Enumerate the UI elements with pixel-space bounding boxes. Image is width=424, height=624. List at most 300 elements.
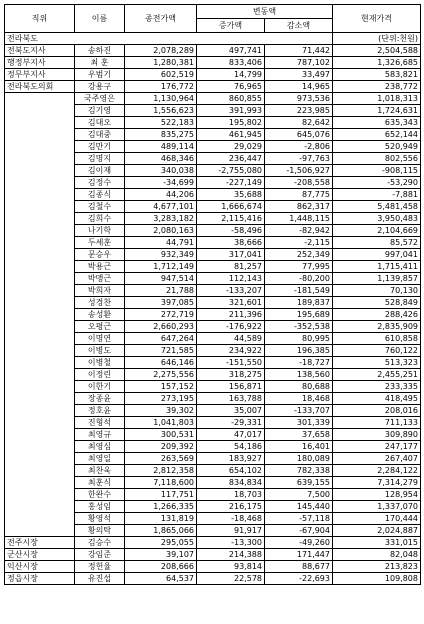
unit-label: (단위:천원) [333, 33, 421, 45]
cell-current-value: 610,858 [333, 333, 421, 345]
cell-name: 김철수 [75, 201, 125, 213]
cell-position [5, 273, 75, 285]
cell-decrease: -2,806 [265, 141, 333, 153]
cell-position [5, 477, 75, 489]
cell-position [5, 489, 75, 501]
asset-change-table [4, 4, 421, 585]
cell-current-value: 109,808 [333, 573, 421, 585]
cell-current-value: -908,115 [333, 165, 421, 177]
table-row [5, 321, 421, 333]
cell-prev-value: 397,085 [125, 297, 197, 309]
cell-name: 최 훈 [75, 57, 125, 69]
section-label: 전라북도 [5, 33, 333, 45]
cell-decrease: 973,536 [265, 93, 333, 105]
cell-current-value: -53,290 [333, 177, 421, 189]
cell-prev-value: 4,677,101 [125, 201, 197, 213]
cell-prev-value: 117,751 [125, 489, 197, 501]
cell-prev-value: 1,712,149 [125, 261, 197, 273]
cell-prev-value: 646,146 [125, 357, 197, 369]
cell-increase: 35,688 [197, 189, 265, 201]
cell-decrease: -181,549 [265, 285, 333, 297]
cell-decrease: -208,558 [265, 177, 333, 189]
cell-position [5, 237, 75, 249]
cell-increase: 834,834 [197, 477, 265, 489]
cell-position [5, 333, 75, 345]
cell-position [5, 369, 75, 381]
cell-current-value: 711,133 [333, 417, 421, 429]
cell-name: 이한기 [75, 381, 125, 393]
header-current-value: 현재가격 [333, 5, 421, 33]
cell-name: 강임준 [75, 549, 125, 561]
table-row [5, 153, 421, 165]
cell-current-value: 238,772 [333, 81, 421, 93]
cell-name: 황영석 [75, 513, 125, 525]
cell-name: 홍성임 [75, 501, 125, 513]
cell-prev-value: 176,772 [125, 81, 197, 93]
header-name: 이름 [75, 5, 125, 33]
table-row [5, 69, 421, 81]
cell-increase: -176,922 [197, 321, 265, 333]
cell-name: 나기학 [75, 225, 125, 237]
cell-prev-value: 131,819 [125, 513, 197, 525]
cell-decrease: 195,689 [265, 309, 333, 321]
cell-current-value: 288,426 [333, 309, 421, 321]
cell-increase: 156,871 [197, 381, 265, 393]
cell-current-value: 997,041 [333, 249, 421, 261]
cell-decrease: -1,506,927 [265, 165, 333, 177]
cell-increase: 654,102 [197, 465, 265, 477]
cell-position [5, 153, 75, 165]
cell-increase: 14,799 [197, 69, 265, 81]
cell-prev-value: 300,531 [125, 429, 197, 441]
cell-decrease: 301,339 [265, 417, 333, 429]
cell-current-value: 170,444 [333, 513, 421, 525]
cell-current-value: 1,715,411 [333, 261, 421, 273]
cell-increase: 38,666 [197, 237, 265, 249]
cell-position [5, 213, 75, 225]
cell-increase: -58,496 [197, 225, 265, 237]
cell-increase: 216,175 [197, 501, 265, 513]
cell-increase: 860,855 [197, 93, 265, 105]
table-row [5, 549, 421, 561]
cell-position: 군산시장 [5, 549, 75, 561]
cell-prev-value: 39,302 [125, 405, 197, 417]
cell-decrease: 71,442 [265, 45, 333, 57]
table-row [5, 453, 421, 465]
cell-increase: 93,814 [197, 561, 265, 573]
cell-prev-value: 21,788 [125, 285, 197, 297]
cell-current-value: 2,284,122 [333, 465, 421, 477]
table-row [5, 225, 421, 237]
cell-increase: 44,589 [197, 333, 265, 345]
cell-position: 익산시장 [5, 561, 75, 573]
cell-name: 이정린 [75, 369, 125, 381]
cell-name: 박맹근 [75, 273, 125, 285]
cell-position [5, 261, 75, 273]
cell-current-value: 233,335 [333, 381, 421, 393]
cell-position: 행정부지사 [5, 57, 75, 69]
cell-decrease: -67,904 [265, 525, 333, 537]
cell-prev-value: 340,038 [125, 165, 197, 177]
table-row [5, 93, 421, 105]
cell-decrease: -2,115 [265, 237, 333, 249]
cell-decrease: 33,497 [265, 69, 333, 81]
cell-prev-value: 157,152 [125, 381, 197, 393]
cell-decrease: -18,727 [265, 357, 333, 369]
table-row [5, 117, 421, 129]
cell-position [5, 381, 75, 393]
table-row [5, 285, 421, 297]
cell-position [5, 441, 75, 453]
cell-current-value: 1,326,685 [333, 57, 421, 69]
cell-current-value: 802,556 [333, 153, 421, 165]
cell-name: 김종식 [75, 189, 125, 201]
cell-decrease: 18,468 [265, 393, 333, 405]
cell-position [5, 297, 75, 309]
cell-current-value: 1,337,070 [333, 501, 421, 513]
cell-prev-value: 1,280,381 [125, 57, 197, 69]
cell-current-value: 2,024,887 [333, 525, 421, 537]
header-prev-value: 종전가액 [125, 5, 197, 33]
cell-decrease: 862,317 [265, 201, 333, 213]
table-row [5, 165, 421, 177]
table-row [5, 369, 421, 381]
cell-decrease: -352,538 [265, 321, 333, 333]
cell-name: 김이재 [75, 165, 125, 177]
cell-prev-value: 64,537 [125, 573, 197, 585]
cell-position [5, 129, 75, 141]
table-row [5, 537, 421, 549]
cell-prev-value: 7,118,600 [125, 477, 197, 489]
cell-decrease: 639,155 [265, 477, 333, 489]
cell-name: 황의탁 [75, 525, 125, 537]
table-row [5, 393, 421, 405]
cell-current-value: 3,950,483 [333, 213, 421, 225]
cell-prev-value: 44,791 [125, 237, 197, 249]
header-decrease: 감소액 [265, 19, 333, 33]
cell-decrease: 14,965 [265, 81, 333, 93]
cell-position [5, 117, 75, 129]
cell-name: 국주영은 [75, 93, 125, 105]
cell-name: 강용구 [75, 81, 125, 93]
cell-name: 최영심 [75, 441, 125, 453]
cell-prev-value: 1,556,623 [125, 105, 197, 117]
cell-increase: 1,666,674 [197, 201, 265, 213]
cell-prev-value: 3,283,182 [125, 213, 197, 225]
cell-position [5, 525, 75, 537]
cell-position: 정읍시장 [5, 573, 75, 585]
cell-decrease: 138,560 [265, 369, 333, 381]
cell-current-value: 208,016 [333, 405, 421, 417]
table-row [5, 381, 421, 393]
cell-prev-value: -34,699 [125, 177, 197, 189]
table-row [5, 525, 421, 537]
cell-increase: 163,788 [197, 393, 265, 405]
table-row [5, 405, 421, 417]
cell-name: 문승우 [75, 249, 125, 261]
cell-position [5, 405, 75, 417]
cell-position [5, 501, 75, 513]
cell-name: 이명연 [75, 333, 125, 345]
cell-increase: 195,802 [197, 117, 265, 129]
cell-current-value: 2,455,251 [333, 369, 421, 381]
cell-current-value: 85,572 [333, 237, 421, 249]
cell-increase: 54,186 [197, 441, 265, 453]
table-row [5, 333, 421, 345]
cell-increase: -151,550 [197, 357, 265, 369]
cell-increase: 76,965 [197, 81, 265, 93]
cell-position [5, 429, 75, 441]
table-row [5, 273, 421, 285]
cell-prev-value: 2,812,358 [125, 465, 197, 477]
cell-current-value: -7,881 [333, 189, 421, 201]
table-row [5, 141, 421, 153]
cell-prev-value: 295,055 [125, 537, 197, 549]
cell-prev-value: 647,264 [125, 333, 197, 345]
cell-decrease: 77,995 [265, 261, 333, 273]
cell-increase: 18,703 [197, 489, 265, 501]
table-row [5, 249, 421, 261]
cell-decrease: 171,447 [265, 549, 333, 561]
cell-position [5, 357, 75, 369]
cell-increase: 214,388 [197, 549, 265, 561]
cell-name: 이병도 [75, 345, 125, 357]
cell-current-value: 5,481,458 [333, 201, 421, 213]
cell-position: 전주시장 [5, 537, 75, 549]
cell-name: 최영일 [75, 453, 125, 465]
cell-increase: 321,601 [197, 297, 265, 309]
cell-prev-value: 489,114 [125, 141, 197, 153]
cell-current-value: 583,821 [333, 69, 421, 81]
cell-decrease: -49,260 [265, 537, 333, 549]
cell-prev-value: 721,585 [125, 345, 197, 357]
cell-position [5, 189, 75, 201]
table-row [5, 237, 421, 249]
cell-increase: 211,396 [197, 309, 265, 321]
cell-name: 송하진 [75, 45, 125, 57]
cell-decrease: 252,349 [265, 249, 333, 261]
cell-name: 김기영 [75, 105, 125, 117]
cell-prev-value: 263,569 [125, 453, 197, 465]
cell-decrease: 189,837 [265, 297, 333, 309]
cell-increase: 2,115,416 [197, 213, 265, 225]
cell-name: 김대중 [75, 129, 125, 141]
cell-name: 김승수 [75, 537, 125, 549]
table-row [5, 129, 421, 141]
cell-current-value: 128,954 [333, 489, 421, 501]
cell-position [5, 417, 75, 429]
cell-current-value: 1,724,631 [333, 105, 421, 117]
cell-decrease: 7,500 [265, 489, 333, 501]
cell-prev-value: 1,865,066 [125, 525, 197, 537]
cell-current-value: 70,130 [333, 285, 421, 297]
table-row [5, 81, 421, 93]
cell-position [5, 141, 75, 153]
cell-increase: -2,755,080 [197, 165, 265, 177]
cell-name: 박희자 [75, 285, 125, 297]
cell-prev-value: 2,080,163 [125, 225, 197, 237]
cell-name: 오평근 [75, 321, 125, 333]
cell-decrease: 782,338 [265, 465, 333, 477]
cell-current-value: 1,018,313 [333, 93, 421, 105]
table-body [5, 33, 421, 585]
cell-increase: 234,922 [197, 345, 265, 357]
cell-increase: 112,143 [197, 273, 265, 285]
table-row [5, 489, 421, 501]
table-row [5, 441, 421, 453]
cell-decrease: -57,118 [265, 513, 333, 525]
cell-decrease: 87,775 [265, 189, 333, 201]
header-change: 변동액 [197, 5, 333, 19]
cell-current-value: 331,015 [333, 537, 421, 549]
table-row [5, 57, 421, 69]
cell-position [5, 201, 75, 213]
cell-increase: -133,207 [197, 285, 265, 297]
table-row [5, 309, 421, 321]
cell-decrease: 787,102 [265, 57, 333, 69]
cell-increase: -13,300 [197, 537, 265, 549]
cell-increase: 391,993 [197, 105, 265, 117]
cell-name: 김희수 [75, 213, 125, 225]
cell-name: 김정수 [75, 177, 125, 189]
cell-increase: 183,927 [197, 453, 265, 465]
cell-decrease: 88,677 [265, 561, 333, 573]
cell-prev-value: 2,078,289 [125, 45, 197, 57]
table-row [5, 501, 421, 513]
header-position: 직위 [5, 5, 75, 33]
table-header [5, 5, 421, 33]
cell-position [5, 513, 75, 525]
cell-current-value: 2,104,669 [333, 225, 421, 237]
cell-name: 성경찬 [75, 297, 125, 309]
cell-name: 박용근 [75, 261, 125, 273]
cell-prev-value: 2,275,556 [125, 369, 197, 381]
cell-decrease: -22,693 [265, 573, 333, 585]
cell-increase: 318,275 [197, 369, 265, 381]
cell-position [5, 321, 75, 333]
table-row [5, 573, 421, 585]
cell-increase: 497,741 [197, 45, 265, 57]
cell-prev-value: 273,195 [125, 393, 197, 405]
cell-increase: 81,257 [197, 261, 265, 273]
cell-position: 정무부지사 [5, 69, 75, 81]
section-row [5, 33, 421, 45]
cell-increase: 91,917 [197, 525, 265, 537]
table-row [5, 213, 421, 225]
cell-position [5, 105, 75, 117]
cell-position [5, 393, 75, 405]
cell-increase: 833,406 [197, 57, 265, 69]
cell-prev-value: 208,666 [125, 561, 197, 573]
table-row [5, 105, 421, 117]
table-row [5, 345, 421, 357]
cell-decrease: 82,642 [265, 117, 333, 129]
cell-name: 두세훈 [75, 237, 125, 249]
cell-prev-value: 39,107 [125, 549, 197, 561]
table-row [5, 513, 421, 525]
cell-decrease: -133,707 [265, 405, 333, 417]
cell-position [5, 177, 75, 189]
cell-name: 김대오 [75, 117, 125, 129]
header-increase: 증가액 [197, 19, 265, 33]
table-row [5, 201, 421, 213]
table-row [5, 357, 421, 369]
cell-name: 진형석 [75, 417, 125, 429]
cell-name: 장종윤 [75, 393, 125, 405]
cell-current-value: 652,144 [333, 129, 421, 141]
cell-decrease: 80,688 [265, 381, 333, 393]
cell-prev-value: 1,041,803 [125, 417, 197, 429]
cell-decrease: 196,385 [265, 345, 333, 357]
cell-current-value: 2,504,588 [333, 45, 421, 57]
cell-current-value: 2,835,909 [333, 321, 421, 333]
cell-name: 김명지 [75, 153, 125, 165]
table-row [5, 261, 421, 273]
cell-name: 최훈식 [75, 477, 125, 489]
cell-current-value: 309,890 [333, 429, 421, 441]
cell-prev-value: 468,346 [125, 153, 197, 165]
cell-current-value: 418,495 [333, 393, 421, 405]
cell-prev-value: 2,660,293 [125, 321, 197, 333]
table-row [5, 45, 421, 57]
cell-prev-value: 932,349 [125, 249, 197, 261]
cell-increase: 29,029 [197, 141, 265, 153]
cell-prev-value: 209,392 [125, 441, 197, 453]
cell-prev-value: 272,719 [125, 309, 197, 321]
table-row [5, 297, 421, 309]
cell-decrease: -82,942 [265, 225, 333, 237]
cell-position [5, 453, 75, 465]
cell-position [5, 285, 75, 297]
cell-current-value: 520,949 [333, 141, 421, 153]
cell-name: 최찬욱 [75, 465, 125, 477]
cell-decrease: -80,200 [265, 273, 333, 285]
cell-current-value: 513,323 [333, 357, 421, 369]
table-row [5, 465, 421, 477]
cell-position [5, 225, 75, 237]
cell-name: 정호윤 [75, 405, 125, 417]
cell-increase: 236,447 [197, 153, 265, 165]
cell-position [5, 309, 75, 321]
cell-name: 이병철 [75, 357, 125, 369]
cell-current-value: 760,122 [333, 345, 421, 357]
cell-current-value: 635,343 [333, 117, 421, 129]
cell-increase: 35,007 [197, 405, 265, 417]
cell-position [5, 165, 75, 177]
cell-current-value: 247,177 [333, 441, 421, 453]
cell-name: 한완수 [75, 489, 125, 501]
table-row [5, 417, 421, 429]
cell-position [5, 465, 75, 477]
cell-position [5, 93, 75, 105]
cell-decrease: 645,076 [265, 129, 333, 141]
cell-current-value: 528,849 [333, 297, 421, 309]
cell-prev-value: 44,206 [125, 189, 197, 201]
cell-increase: 317,041 [197, 249, 265, 261]
cell-increase: 461,945 [197, 129, 265, 141]
table-row [5, 177, 421, 189]
cell-position [5, 249, 75, 261]
cell-prev-value: 835,275 [125, 129, 197, 141]
cell-name: 유진섭 [75, 573, 125, 585]
cell-name: 송성환 [75, 309, 125, 321]
cell-position: 전라북도의회 [5, 81, 75, 93]
cell-prev-value: 522,183 [125, 117, 197, 129]
cell-decrease: 145,440 [265, 501, 333, 513]
cell-prev-value: 602,519 [125, 69, 197, 81]
cell-decrease: 223,985 [265, 105, 333, 117]
table-row [5, 189, 421, 201]
